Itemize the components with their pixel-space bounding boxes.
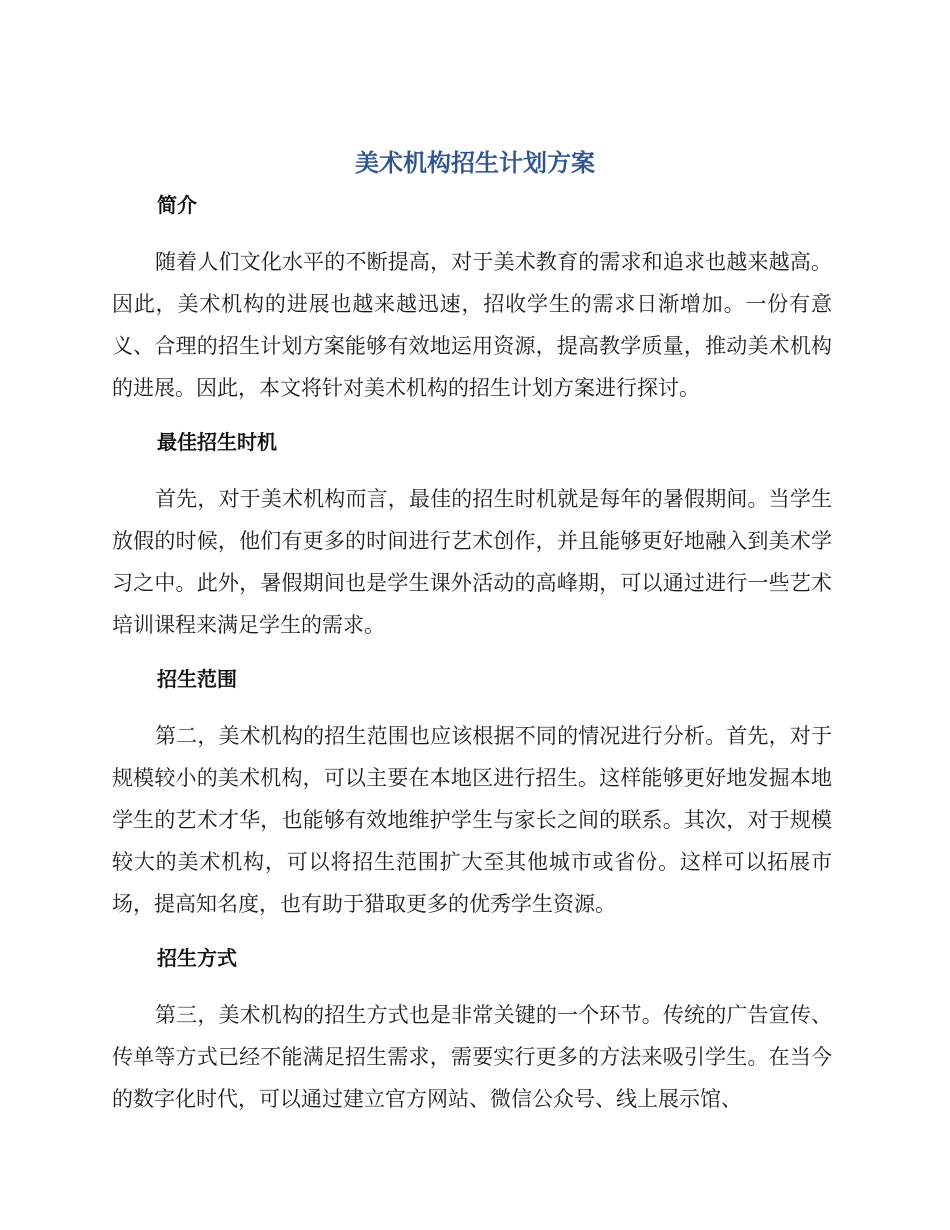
section-heading-intro: 简介 — [157, 193, 197, 217]
section-paragraph-scope: 第二，美术机构的招生范围也应该根据不同的情况进行分析。首先，对于规模较小的美术机构，可以主要在本地区进行招生。这样能够更好地发掘本地学生的艺术才华，也能够有效地维护学生与家长之间的联系。其次，对于规模较大的美术机构，可以将招生范围扩大至其他城市或省份。这样可以拓展市场，提高知名度，也有助于猎取更多的优秀学生资源。 — [112, 724, 832, 916]
section-paragraph-best-timing: 首先，对于美术机构而言，最佳的招生时机就是每年的暑假期间。当学生放假的时候，他们有更多的时间进行艺术创作，并且能够更好地融入到美术学习之中。此外，暑假期间也是学生课外活动的高峰期，可以通过进行一些艺术培训课程来满足学生的需求。 — [112, 487, 832, 637]
section-heading-methods: 招生方式 — [157, 946, 237, 970]
document-title: 美术机构招生计划方案 — [355, 149, 595, 177]
section-heading-scope: 招生范围 — [157, 667, 237, 691]
section-paragraph-methods: 第三，美术机构的招生方式也是非常关键的一个环节。传统的广告宣传、传单等方式已经不能满足招生需求，需要实行更多的方法来吸引学生。在当今的数字化时代，可以通过建立官方网站、微信公众号、线上展示馆、 — [112, 1003, 832, 1111]
section-heading-best-timing: 最佳招生时机 — [157, 430, 277, 454]
section-paragraph-intro: 随着人们文化水平的不断提高，对于美术教育的需求和追求也越来越高。因此，美术机构的进展也越来越迅速，招收学生的需求日渐增加。一份有意义、合理的招生计划方案能够有效地运用资源，提高教学质量，推动美术机构的进展。因此，本文将针对美术机构的招生计划方案进行探讨。 — [112, 250, 832, 400]
